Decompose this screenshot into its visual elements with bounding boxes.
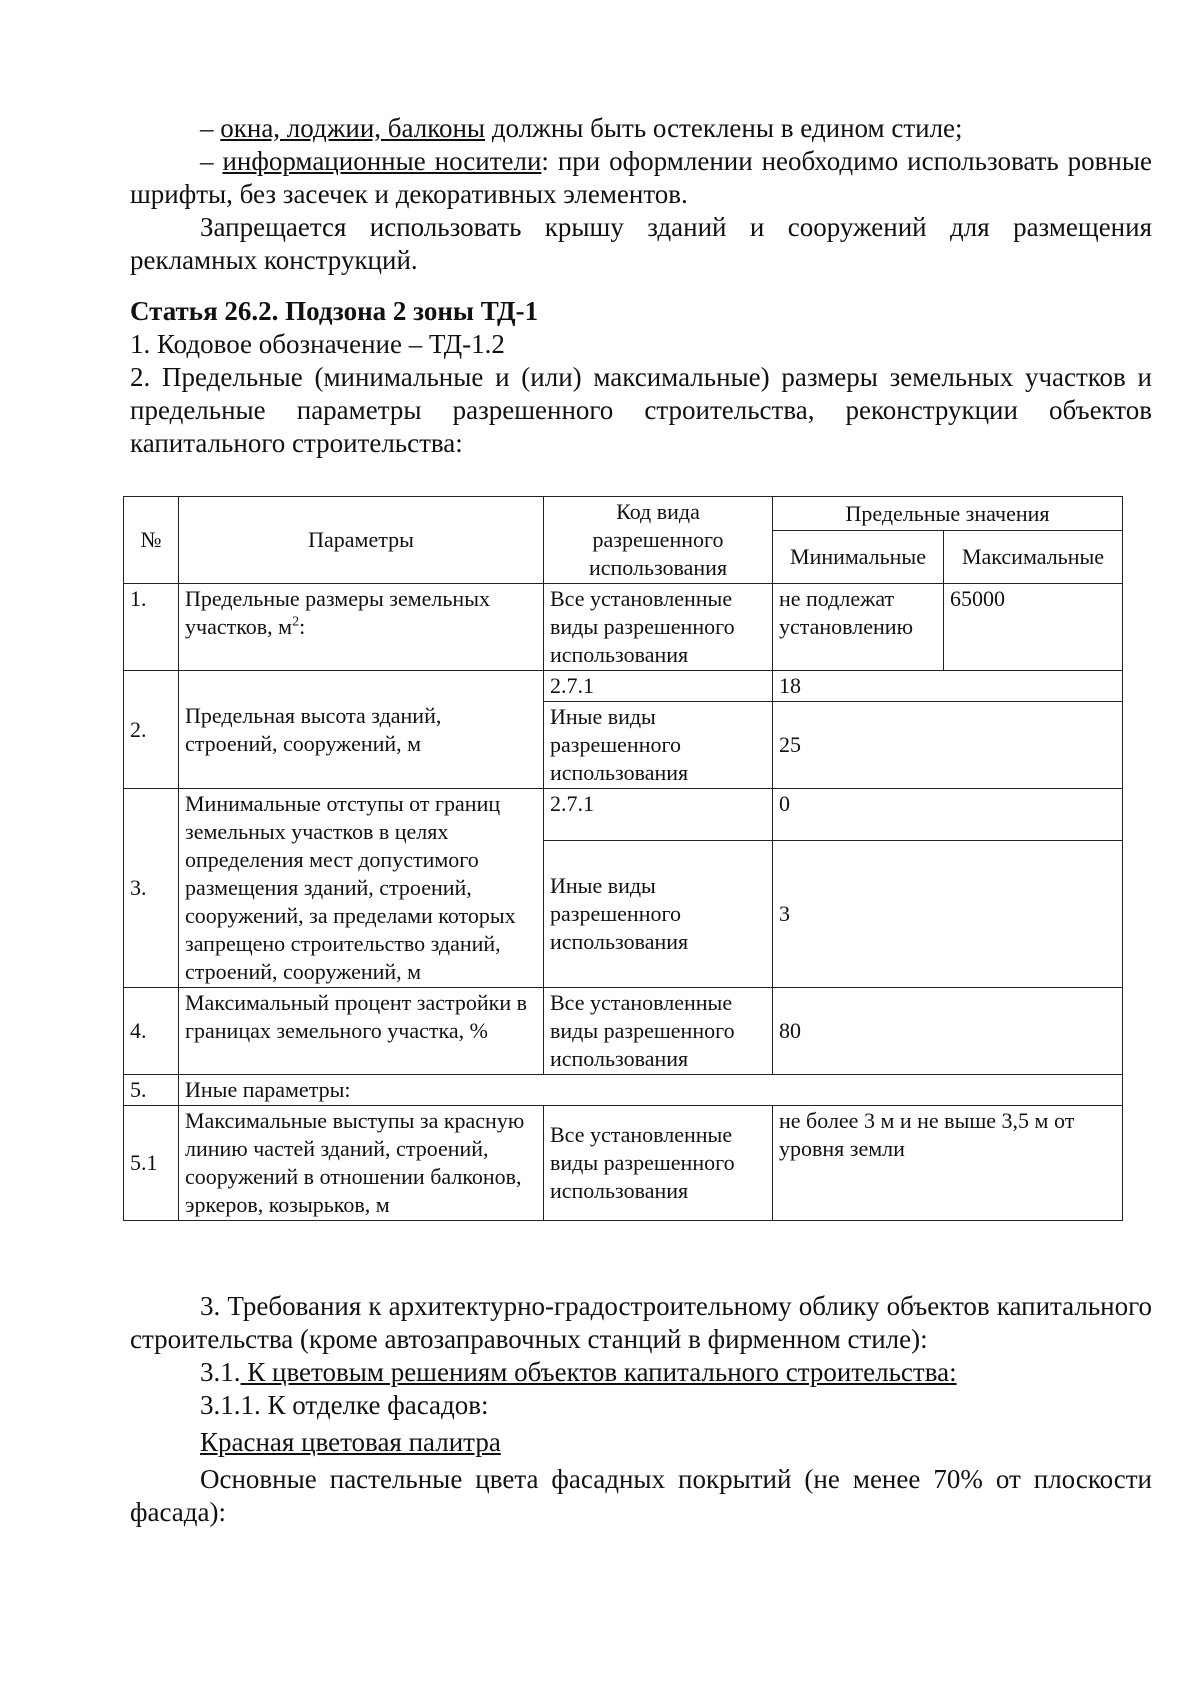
- header-max: Максимальные: [944, 531, 1123, 584]
- info-carriers-text: : при оформлении необходимо использовать ровные шрифты, без засечек и декоративных элементов.: [130, 146, 1152, 209]
- header-limits: Предельные значения: [773, 497, 1123, 531]
- row-code: 2.7.1: [544, 671, 773, 702]
- row-value: 18: [773, 671, 1123, 702]
- parameters-table: [123, 496, 1123, 1221]
- row-code: 2.7.1: [544, 789, 773, 841]
- main-colors-paragraph: Основные пастельные цвета фасадных покрытий (не менее 70% от плоскости фасада):: [130, 1464, 1152, 1527]
- header-num: №: [124, 497, 179, 584]
- prohibition-paragraph: Запрещается использовать крышу зданий и сооружений для размещения рекламных конструкций.: [130, 212, 1152, 275]
- row-num: 5.1: [124, 1106, 179, 1221]
- row-num: 1.: [124, 584, 179, 671]
- limits-intro: 2. Предельные (минимальные и (или) максимальные) размеры земельных участков и предельные параметры разрешенного строительства, реконструкции объектов капитального строительства:: [130, 362, 1152, 458]
- header-min: Минимальные: [773, 531, 944, 584]
- document-page: [130, 112, 1152, 460]
- row-value: не более 3 м и не выше 3,5 м от уровня земли: [773, 1106, 1123, 1221]
- table-row: [124, 988, 1123, 1075]
- row-value: 3: [773, 841, 1123, 988]
- header-params: Параметры: [179, 497, 544, 584]
- list-item-windows: – окна, лоджии, балконы должны быть остеклены в едином стиле;: [200, 113, 963, 143]
- row-code: Иные виды разрешенного использования: [544, 702, 773, 789]
- row-value: 80: [773, 988, 1123, 1075]
- row-max: 65000: [944, 584, 1123, 671]
- table-header-row: [124, 497, 1123, 531]
- requirements-paragraph: 3. Требования к архитектурно-градостроительному облику объектов капитального строительства (кроме автозаправочных станций в фирменном стиле):: [130, 1291, 1152, 1354]
- windows-text: должны быть остеклены в едином стиле;: [485, 113, 963, 143]
- facade-finish-heading: 3.1.1. К отделке фасадов:: [200, 1390, 489, 1420]
- table-row: [124, 789, 1123, 841]
- row-param: Предельная высота зданий, строений, сооружений, м: [179, 671, 544, 789]
- palette-title: Красная цветовая палитра: [200, 1427, 501, 1457]
- color-solutions-num: 3.1.: [200, 1357, 241, 1387]
- requirements-section: [130, 1290, 1152, 1529]
- row-num: 5.: [124, 1075, 179, 1106]
- code-designation: 1. Кодовое обозначение – ТД-1.2: [130, 329, 505, 359]
- row-value: 0: [773, 789, 1123, 841]
- palette-heading: [130, 1426, 1152, 1459]
- row-num: 3.: [124, 789, 179, 988]
- row-param: Иные параметры:: [179, 1075, 1123, 1106]
- color-solutions-heading: [130, 1356, 1152, 1389]
- windows-term: окна, лоджии, балконы: [220, 113, 486, 143]
- table-row: [124, 671, 1123, 702]
- article-title: Статья 26.2. Подзона 2 зоны ТД-1: [130, 296, 539, 326]
- row-param: Максимальные выступы за красную линию частей зданий, строений, сооружений в отношении балконов, эркеров, козырьков, м: [179, 1106, 544, 1221]
- row-num: 4.: [124, 988, 179, 1075]
- list-item-info-carriers: – информационные носители: при оформлении необходимо использовать ровные шрифты, без засечек и декоративных элементов.: [130, 146, 1152, 209]
- row-value: 25: [773, 702, 1123, 789]
- table-row: [124, 1106, 1123, 1221]
- row-code: Все установленные виды разрешенного использования: [544, 1106, 773, 1221]
- row-code: Все установленные виды разрешенного использования: [544, 584, 773, 671]
- row-code: Иные виды разрешенного использования: [544, 841, 773, 988]
- row-param: Максимальный процент застройки в границах земельного участка, %: [179, 988, 544, 1075]
- info-carriers-term: информационные носители: [222, 146, 542, 176]
- row-param: Предельные размеры земельных участков, $м^2$:: [179, 584, 544, 671]
- row-code: Все установленные виды разрешенного использования: [544, 988, 773, 1075]
- header-code: Код вида разрешенного использования: [544, 497, 773, 584]
- color-solutions-text: К цветовым решениям объектов капитального строительства:: [240, 1357, 957, 1387]
- row-param: Минимальные отступы от границ земельных участков в целях определения мест допустимого размещения зданий, строений, сооружений, за пределами которых запрещено строительство зданий, строений, сооружений, м: [179, 789, 544, 988]
- table-row: [124, 1075, 1123, 1106]
- row-min: не подлежат установлению: [773, 584, 944, 671]
- row-num: 2.: [124, 671, 179, 789]
- table-row: [124, 584, 1123, 671]
